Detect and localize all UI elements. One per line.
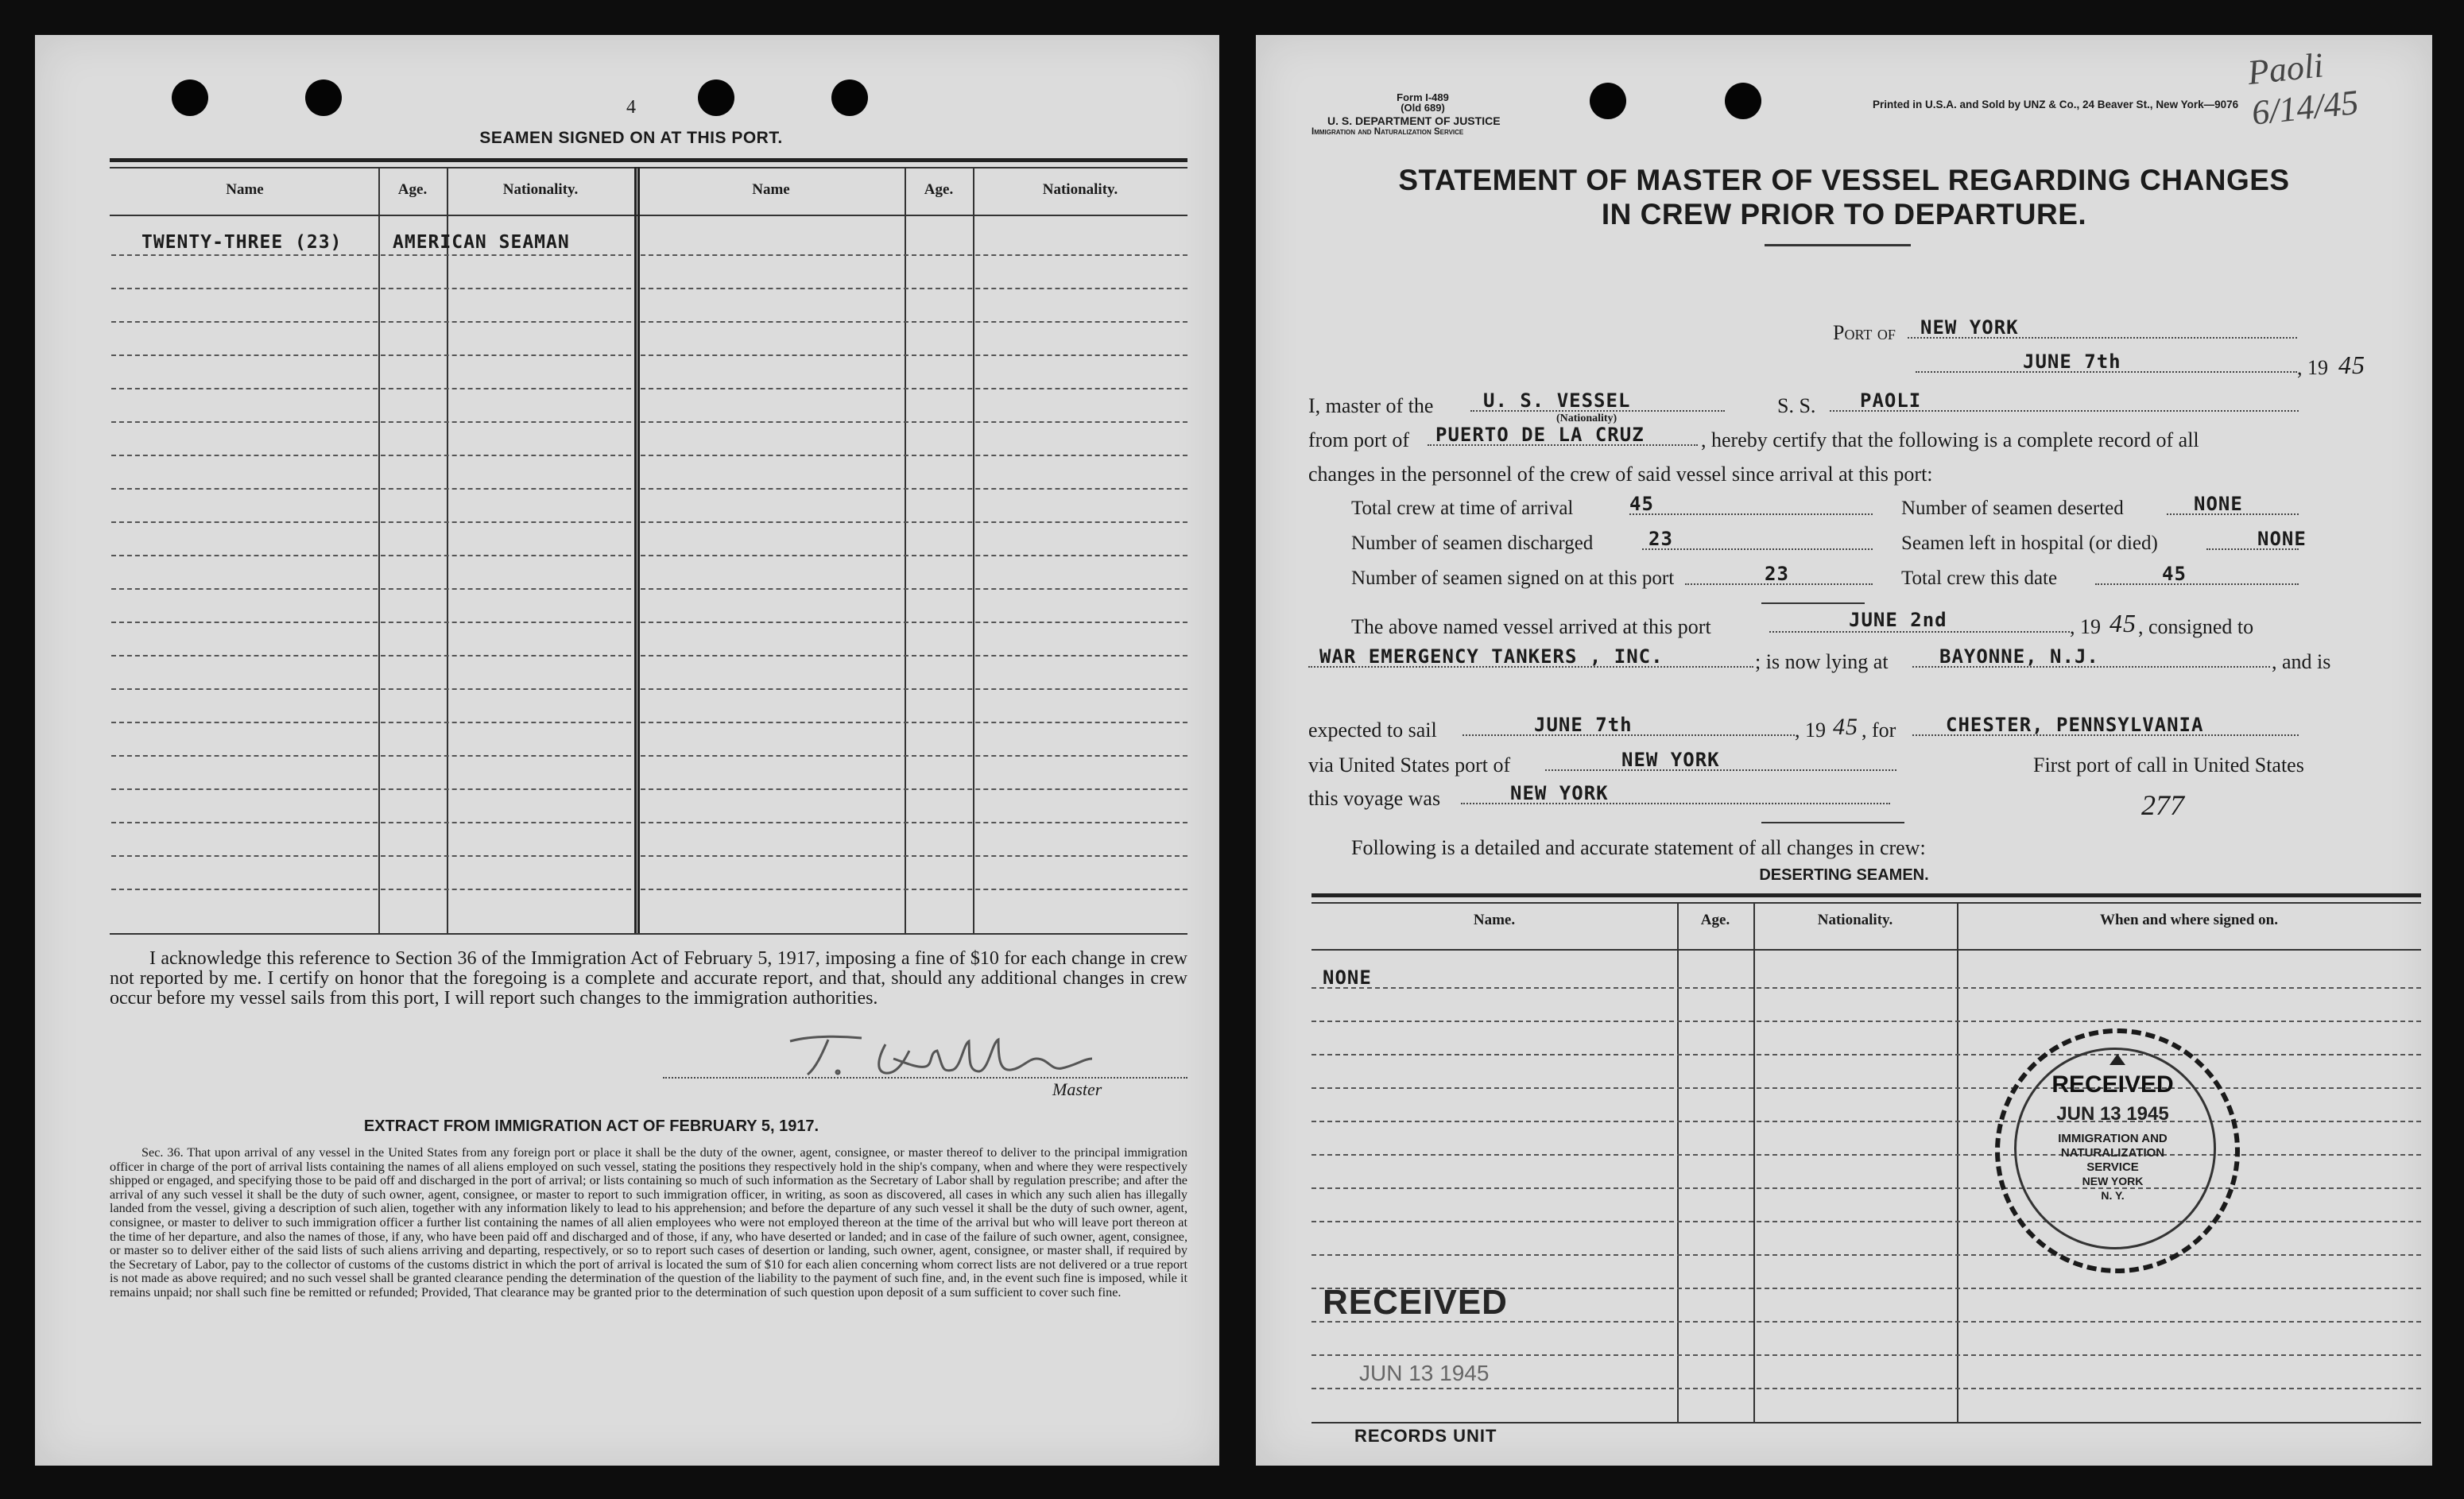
header-bottom-rule: [110, 215, 1187, 216]
handwritten-note: Paoli 6/14/45: [2245, 45, 2361, 133]
col-header-name: Name.: [1473, 912, 1516, 928]
port-of-value: NEW YORK: [1920, 316, 2019, 339]
stat-label: Number of seamen deserted: [1901, 498, 2124, 519]
table-top-rule: [110, 158, 1187, 162]
and-is: , and is: [2272, 650, 2331, 673]
lying-at: BAYONNE, N.J.: [1939, 645, 2099, 668]
date-value: JUNE 7th: [2023, 351, 2121, 373]
col-header-signed-on: When and where signed on.: [2099, 912, 2278, 928]
round-stamp: [1995, 1028, 2240, 1273]
col-header-name: Name: [752, 181, 790, 198]
from-port-value: PUERTO DE LA CRUZ: [1435, 424, 1645, 446]
via-label: via United States port of: [1308, 753, 1511, 777]
document-title: STATEMENT OF MASTER OF VESSEL REGARDING CHANGES: [1398, 164, 2290, 196]
column-divider: [905, 167, 906, 933]
table-bottom-rule: [1311, 1422, 2421, 1423]
arrived-label: The above named vessel arrived at this port: [1351, 615, 1711, 638]
stat-label: Total crew at time of arrival: [1351, 498, 1574, 519]
column-divider: [1753, 902, 1755, 1422]
this-voyage-label: this voyage was: [1308, 787, 1441, 810]
punch-hole: [831, 79, 868, 116]
following-text: Following is a detailed and accurate statement of all changes in crew:: [1351, 836, 1926, 859]
col-header-name: Name: [226, 181, 264, 198]
lying-label: ; is now lying at: [1755, 650, 1889, 673]
left-page: [35, 35, 1219, 1466]
stat-total-arrival: 45: [1629, 493, 1654, 515]
changes-text: changes in the personnel of the crew of said vessel since arrival at this port:: [1308, 463, 1933, 486]
col-header-nationality: Nationality.: [1042, 181, 1118, 198]
department: U. S. DEPARTMENT OF JUSTICE: [1327, 114, 1501, 127]
arrived-date: JUNE 2nd: [1849, 609, 1947, 631]
column-divider: [447, 167, 448, 933]
round-stamp-line2: NATURALIZATION: [2060, 1146, 2165, 1160]
col-header-nationality: Nationality.: [1817, 912, 1893, 928]
consignee: WAR EMERGENCY TANKERS , INC.: [1319, 645, 1664, 668]
stat-label: Seamen left in hospital (or died): [1901, 533, 2158, 554]
title-underline: [1765, 244, 1911, 246]
master-of-label: I, master of the: [1308, 394, 1434, 417]
stat-total-today: 45: [2162, 563, 2187, 585]
master-label: Master: [1052, 1079, 1102, 1099]
ss-label: S. S.: [1777, 394, 1816, 417]
column-divider: [637, 167, 640, 933]
round-stamp-line1: IMMIGRATION AND: [2058, 1132, 2168, 1145]
short-rule: [1761, 602, 1865, 604]
extract-title: EXTRACT FROM IMMIGRATION ACT OF FEBRUARY 5, 1917.: [363, 1117, 819, 1135]
round-stamp-line4: NEW YORK: [2082, 1175, 2144, 1187]
ship-name: PAOLI: [1860, 389, 1922, 412]
header-bottom-rule: [1311, 949, 2421, 951]
received-stamp-date: JUN 13 1945: [1359, 1361, 1490, 1385]
section-title: SEAMEN SIGNED ON AT THIS PORT.: [479, 129, 783, 147]
printer-line: Printed in U.S.A. and Sold by UNZ & Co., 24 Beaver St., New York—9076: [1873, 99, 2239, 110]
certify-text: , hereby certify that the following is a complete record of all: [1701, 428, 2199, 451]
right-page: [1256, 35, 2432, 1466]
nationality-caption: (Nationality): [1556, 413, 1617, 424]
page-number: 4: [626, 97, 636, 118]
table-top-rule: [110, 167, 1187, 168]
sail-year-prefix: , 19: [1795, 719, 1826, 742]
column-divider: [634, 167, 637, 933]
column-divider: [973, 167, 974, 933]
col-header-age: Age.: [1700, 912, 1730, 928]
arrived-year: 45: [2110, 609, 2137, 637]
records-unit: RECORDS UNIT: [1354, 1426, 1497, 1446]
column-divider: [1677, 902, 1679, 1422]
field-line: [1545, 769, 1896, 771]
table-top-rule: [1311, 893, 2421, 897]
col-header-nationality: Nationality.: [502, 181, 579, 198]
col-header-age: Age.: [924, 181, 954, 198]
destination: CHESTER, PENNSYLVANIA: [1946, 714, 2204, 736]
first-port-label: First port of call in United States: [2033, 753, 2304, 777]
entry-nationality: AMERICAN SEAMAN: [393, 232, 570, 253]
deserting-title: DESERTING SEAMEN.: [1759, 866, 1929, 884]
from-port-label: from port of: [1308, 428, 1410, 451]
stat-deserted: NONE: [2194, 493, 2243, 515]
stat-discharged: 23: [1648, 528, 1673, 550]
signature-line: [663, 1077, 1187, 1079]
field-line: [2095, 583, 2299, 585]
round-stamp-line5: N. Y.: [2101, 1189, 2125, 1202]
year-value: 45: [2338, 351, 2365, 379]
form-number-text: Form I-489: [1397, 91, 1449, 103]
vessel-nationality: U. S. VESSEL: [1483, 389, 1631, 412]
field-line: [1629, 513, 1873, 515]
expected-label: expected to sail: [1308, 719, 1437, 742]
for-label: , for: [1862, 719, 1896, 742]
round-stamp-received: RECEIVED: [2051, 1071, 2174, 1098]
punch-hole: [698, 79, 734, 116]
field-line: [1642, 548, 1873, 550]
stat-label: Total crew this date: [1901, 567, 2058, 589]
consigned-label: , consigned to: [2138, 615, 2254, 638]
field-line: [1769, 631, 2070, 633]
form-old-number: (Old 689): [1401, 102, 1445, 114]
stat-hospital: NONE: [2257, 528, 2307, 550]
stat-label: Number of seamen signed on at this port: [1351, 567, 1675, 589]
via-port: NEW YORK: [1621, 749, 1720, 771]
table-bottom-rule: [110, 933, 1187, 935]
column-divider: [1957, 902, 1958, 1422]
table-top-rule: [1311, 902, 2421, 904]
master-signature: [766, 1027, 1132, 1083]
deserting-entry: NONE: [1323, 966, 1372, 989]
sail-year: 45: [1833, 714, 1858, 740]
round-stamp-line3: SERVICE: [2086, 1160, 2139, 1174]
column-divider: [378, 167, 380, 933]
year-prefix: , 19: [2297, 356, 2328, 379]
first-port: NEW YORK: [1510, 782, 1609, 804]
sail-date: JUNE 7th: [1534, 714, 1633, 736]
arrived-year-prefix: , 19: [2070, 615, 2101, 638]
service: Immigration and Naturalization Service: [1311, 127, 1464, 137]
round-stamp-date: JUN 13 1945: [2056, 1103, 2169, 1125]
entry-name: TWENTY-THREE (23): [141, 232, 343, 253]
stat-signed-on: 23: [1765, 563, 1789, 585]
form-number: [1319, 92, 1526, 113]
document-title-line2: IN CREW PRIOR TO DEPARTURE.: [1601, 198, 2087, 230]
port-of-label: Port of: [1833, 321, 1896, 344]
extract-text: Sec. 36. That upon arrival of any vessel in the United States from any foreign port or place it shall be the duty of the owner, agent, consignee, or master thereof to deliver to the principal immigration officer in charge of the port of arrival lists containing the names of all aliens employed on such vessel, stating the positions they respectively hold in the ship's company, when and where they were respectively shipped or engaged, and specifying those to be paid off and discharged in the port of arrival; or lists containing so much of such information as the Secretary of Labor shall by regulation prescribe; and after the arrival of any such vessel it shall be the duty of such owner, agent, consignee, or master to report to such immigration officer, in writing, as soon as discovered, all cases in which any such alien has illegally landed from the vessel, giving a description of such alien, together with any information likely to lead to his apprehension; and before the departure of any such vessel it shall be the duty of such owner, agent, consignee, or master to deliver to such immigration officer a further list containing the names of all alien employees who were not employed thereon at the time of the arrival but who will leave port thereon at the time of her departure, and also the names of those, if any, who have been paid off and discharged and of those, if any, who have deserted or landed; and in case of the failure of such owner, agent, consignee, or master so to deliver either of the said lists of such aliens arriving and departing, respectively, or so to report such cases of desertion or landing, such owner, agent, consignee, or master shall, if required by the Secretary of Labor, pay to the collector of customs of the customs district in which the port of arrival is located the sum of $10 for each alien concerning whom correct lists are not delivered or a true report is not made as above required; and no such vessel shall be granted clearance pending the determination of the question of the liability to the payment of such fine, and, in the event such fine is imposed, while it remains unpaid; nor shall such fine be remitted or refunded; Provided, That clearance may be granted prior to the determination of such question upon deposit of a sum sufficient to cover such fine.: [110, 1145, 1187, 1300]
punch-hole: [305, 79, 342, 116]
punch-hole: [1590, 83, 1626, 119]
punch-hole: [172, 79, 208, 116]
col-header-age: Age.: [397, 181, 428, 198]
stat-label: Number of seamen discharged: [1351, 533, 1594, 554]
received-stamp: RECEIVED: [1323, 1283, 1508, 1322]
acknowledgement-text: I acknowledge this reference to Section 36 of the Immigration Act of February 5, 1917, imposing a fine of $10 for each change in crew not reported by me. I certify on honor that the foregoing is a complete and accurate report, and that, should any additional changes in crew occur before my vessel sails from this port, I will report such changes to the immigration authorities.: [110, 948, 1187, 1009]
short-rule: [1761, 822, 1904, 823]
punch-hole: [1725, 83, 1761, 119]
triangle-icon: [2110, 1054, 2125, 1065]
file-number: 277: [2141, 789, 2184, 821]
